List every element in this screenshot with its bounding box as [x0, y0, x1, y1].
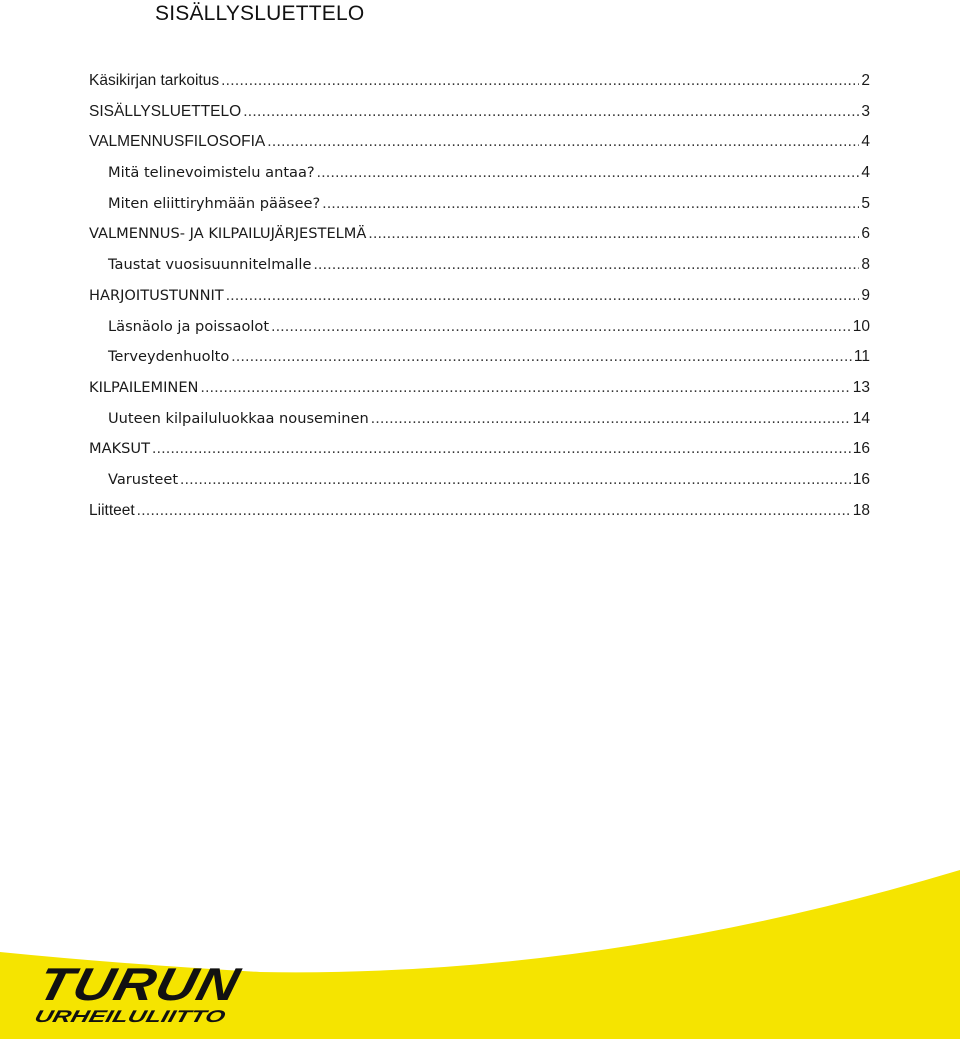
toc-entry-label: Käsikirjan tarkoitus [89, 72, 220, 89]
toc-entry-page: 18 [852, 501, 870, 519]
toc-entry-label: Taustat vuosisuunnitelmalle [108, 256, 312, 274]
toc-entry[interactable] [89, 158, 870, 189]
toc-leader-dots [226, 281, 860, 312]
toc-entry-page: 3 [861, 102, 870, 120]
toc-entry-page: 4 [861, 133, 870, 151]
toc-entry[interactable] [89, 219, 870, 250]
toc-entry-page: 16 [852, 470, 870, 488]
toc-entry-page: 5 [861, 194, 870, 212]
toc-entry-page: 9 [861, 286, 870, 304]
toc-entry-label: VALMENNUSFILOSOFIA [89, 133, 266, 151]
table-of-contents [89, 66, 870, 526]
toc-entry[interactable] [89, 434, 870, 465]
toc-entry[interactable] [89, 465, 870, 496]
toc-leader-dots [180, 465, 851, 496]
toc-entry-label: KILPAILEMINEN [89, 378, 199, 396]
toc-entry[interactable] [89, 342, 870, 373]
toc-entry-label: Varusteet [108, 470, 179, 488]
toc-entry-page: 13 [852, 378, 870, 396]
toc-entry-page: 2 [861, 72, 870, 89]
toc-entry-label: Uuteen kilpailuluokkaa nouseminen [108, 409, 369, 427]
toc-leader-dots [231, 342, 852, 373]
toc-entry-label: HARJOITUSTUNNIT [89, 286, 224, 304]
toc-leader-dots [221, 66, 859, 97]
toc-leader-dots [243, 97, 859, 128]
toc-entry-label: Liitteet [89, 501, 135, 519]
toc-entry-label: SISÄLLYSLUETTELO [89, 102, 242, 120]
footer-logo-graphic [0, 860, 960, 1039]
toc-leader-dots [267, 127, 859, 158]
toc-entry[interactable] [89, 189, 870, 220]
logo-wordmark-turun: TURUN [32, 958, 212, 1010]
turun-urheiluliitto-logo [29, 959, 246, 1026]
toc-leader-dots [200, 373, 850, 404]
page-title: SISÄLLYSLUETTELO [155, 2, 365, 25]
toc-entry-label: Terveydenhuolto [108, 348, 230, 366]
toc-entry-label: MAKSUT [89, 440, 151, 458]
toc-entry-page: 16 [852, 440, 870, 458]
toc-entry[interactable] [89, 281, 870, 312]
toc-entry[interactable] [89, 97, 870, 128]
toc-entry-page: 4 [861, 164, 870, 182]
toc-entry[interactable] [89, 312, 870, 343]
toc-entry-page: 14 [852, 409, 870, 427]
toc-entry-page: 6 [861, 225, 870, 243]
toc-entry[interactable] [89, 496, 870, 527]
toc-entry-page: 11 [853, 348, 870, 366]
toc-leader-dots [368, 219, 859, 250]
toc-leader-dots [322, 189, 859, 220]
toc-entry-label: Läsnäolo ja poissaolot [108, 317, 270, 335]
toc-entry[interactable] [89, 250, 870, 281]
toc-entry[interactable] [89, 66, 870, 97]
toc-entry-label: VALMENNUS- JA KILPAILUJÄRJESTELMÄ [89, 225, 367, 243]
toc-entry[interactable] [89, 404, 870, 435]
toc-entry[interactable] [89, 127, 870, 158]
toc-leader-dots [313, 250, 859, 281]
toc-entry-label: Mitä telinevoimistelu antaa? [108, 164, 315, 182]
toc-entry[interactable] [89, 373, 870, 404]
toc-leader-dots [317, 158, 860, 189]
toc-leader-dots [137, 496, 851, 527]
toc-entry-label: Miten eliittiryhmään pääsee? [108, 194, 321, 212]
toc-leader-dots [271, 312, 851, 343]
toc-entry-page: 8 [861, 256, 870, 274]
logo-wordmark-urheiluliitto: URHEILULIITTO [32, 1006, 167, 1026]
toc-leader-dots [152, 434, 851, 465]
toc-leader-dots [371, 404, 851, 435]
toc-entry-page: 10 [852, 317, 870, 335]
